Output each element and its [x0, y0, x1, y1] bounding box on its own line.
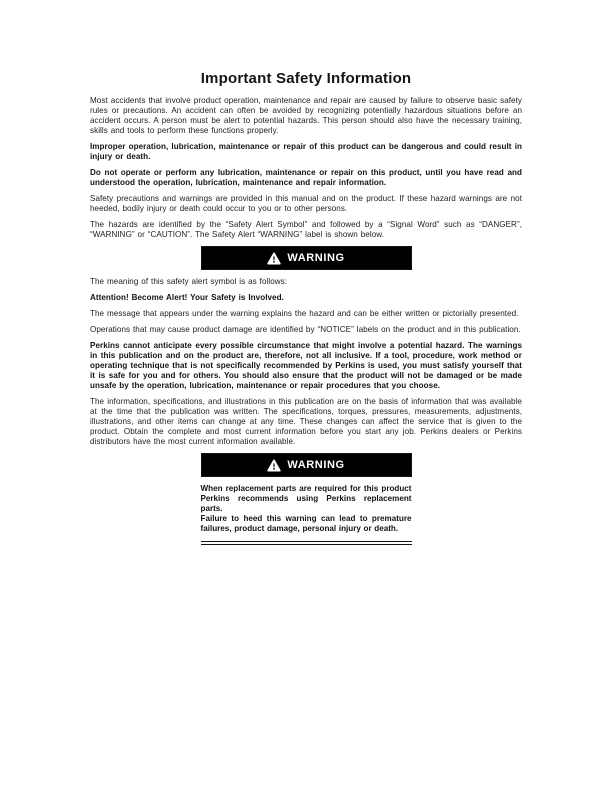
paragraph-perkins-cannot-anticipate: Perkins cannot anticipate every possible circumstance that might involve a potential hazard. The warnings in this publication and on the product are, therefore, not all inclusive. If a tool, procedure, work method or operating technique that is not specifically recommended by Perkins is used, you must satisfy yourself that it is safe for you and for others. You should also ensure that the product will not be damaged or be made unsafe by the operation, lubrication, maintenance or repair procedures that you choose. — [90, 341, 522, 390]
paragraph-do-not-operate: Do not operate or perform any lubrication, maintenance or repair on this product, until you have read and understood the operation, lubrication, maintenance and repair information. — [90, 168, 522, 187]
warning-label-box-2 — [201, 453, 412, 477]
warning-triangle-icon — [267, 459, 281, 472]
paragraph-most-accidents: Most accidents that involve product operation, maintenance and repair are caused by failure to observe basic safety rules or precautions. An accident can often be avoided by recognizing potentially hazardous situations before an accident occurs. A person must be alert to potential hazards. This person should also have the necessary training, skills and tools to perform these functions properly. — [90, 96, 522, 135]
paragraph-attention-alert: Attention! Become Alert! Your Safety is Involved. — [90, 293, 284, 302]
warning-note-replacement-parts: When replacement parts are required for this product Perkins recommends using Perkins replacement parts. — [200, 484, 412, 513]
page-title: Important Safety Information — [200, 70, 412, 87]
warning-note-failure-to-heed: Failure to heed this warning can lead to premature failures, product damage, personal injury or death. — [200, 514, 412, 533]
paragraph-meaning-of-symbol: The meaning of this safety alert symbol is as follows: — [90, 277, 288, 286]
warning-label-text: WARNING — [287, 459, 345, 471]
paragraph-safety-precautions: Safety precautions and warnings are provided in this manual and on the product. If these hazard warnings are not heeded, bodily injury or death could occur to you or to other persons. — [90, 194, 522, 213]
page-content — [90, 70, 522, 545]
paragraph-message-under-warning: The message that appears under the warning explains the hazard and can be either written or pictorially presented. — [90, 309, 519, 318]
paragraph-improper-operation: Improper operation, lubrication, maintenance or repair of this product can be dangerous and could result in injury or death. — [90, 142, 522, 161]
warning-label-box-1 — [201, 246, 412, 270]
warning-triangle-icon — [267, 252, 281, 265]
paragraph-information-specifications: The information, specifications, and illustrations in this publication are on the basis of information that was available at the time that the publication was written. The specifications, torques, pressures, measurements, adjustments, illustrations, and other items can change at any time. These changes can affect the service that is given to the product. Obtain the complete and most current information before you start any job. Perkins dealers or Perkins distributors have the most current information available. — [90, 397, 522, 446]
warning-label-text: WARNING — [287, 252, 345, 264]
warning-note-end-rule — [201, 541, 412, 545]
warning-note-block — [201, 484, 412, 545]
paragraph-notice-labels: Operations that may cause product damage are identified by “NOTICE” labels on the product and in this publication. — [90, 325, 521, 334]
paragraph-hazards-identified: The hazards are identified by the “Safety Alert Symbol” and followed by a “Signal Word” such as “DANGER”, “WARNING” or “CAUTION”. The Safety Alert “WARNING” label is shown below. — [90, 220, 522, 239]
